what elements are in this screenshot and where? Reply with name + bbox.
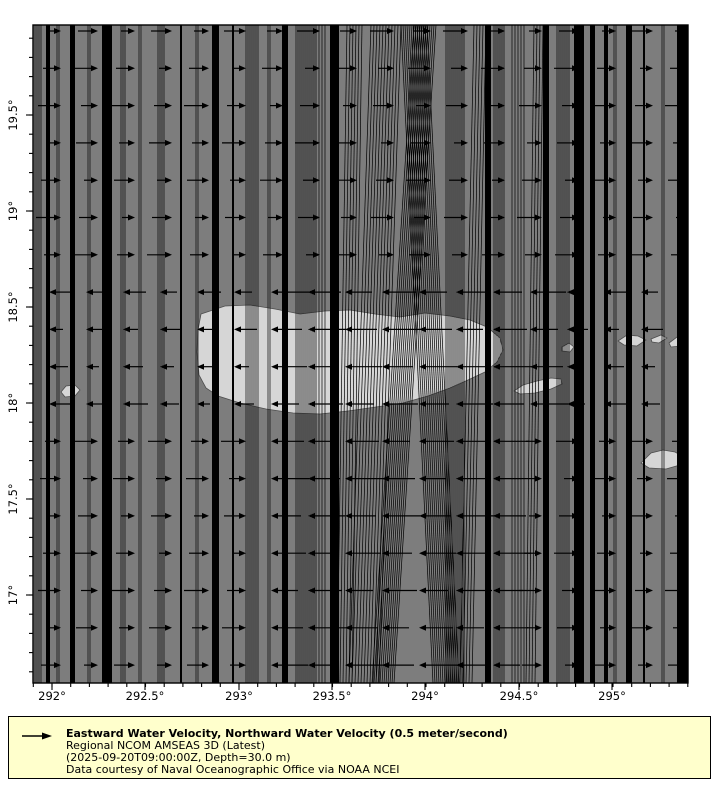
legend-model: Regional NCOM AMSEAS 3D (Latest) <box>66 739 265 753</box>
legend <box>8 716 711 779</box>
y-tick-label: 19° <box>6 200 20 222</box>
reference-vector-icon <box>22 731 52 741</box>
legend-credit: Data courtesy of Naval Oceanographic Office via NOAA NCEI <box>66 763 400 777</box>
legend-time-depth: (2025-09-20T09:00:00Z, Depth=30.0 m) <box>66 751 291 765</box>
y-tick-label: 17° <box>6 584 20 606</box>
x-tick-label: 294.5° <box>499 689 539 703</box>
y-tick-label: 17.5° <box>6 483 20 515</box>
y-tick-label: 18.5° <box>6 291 20 323</box>
y-tick-label: 19.5° <box>6 99 20 131</box>
legend-title: Eastward Water Velocity, Northward Water Velocity (0.5 meter/second) <box>66 727 508 740</box>
x-tick-label: 294° <box>411 689 439 703</box>
x-tick-label: 295° <box>598 689 626 703</box>
x-tick-label: 292° <box>38 689 66 703</box>
x-tick-label: 293° <box>225 689 253 703</box>
x-tick-label: 293.5° <box>312 689 352 703</box>
y-tick-label: 18° <box>6 392 20 414</box>
x-tick-label: 292.5° <box>125 689 165 703</box>
